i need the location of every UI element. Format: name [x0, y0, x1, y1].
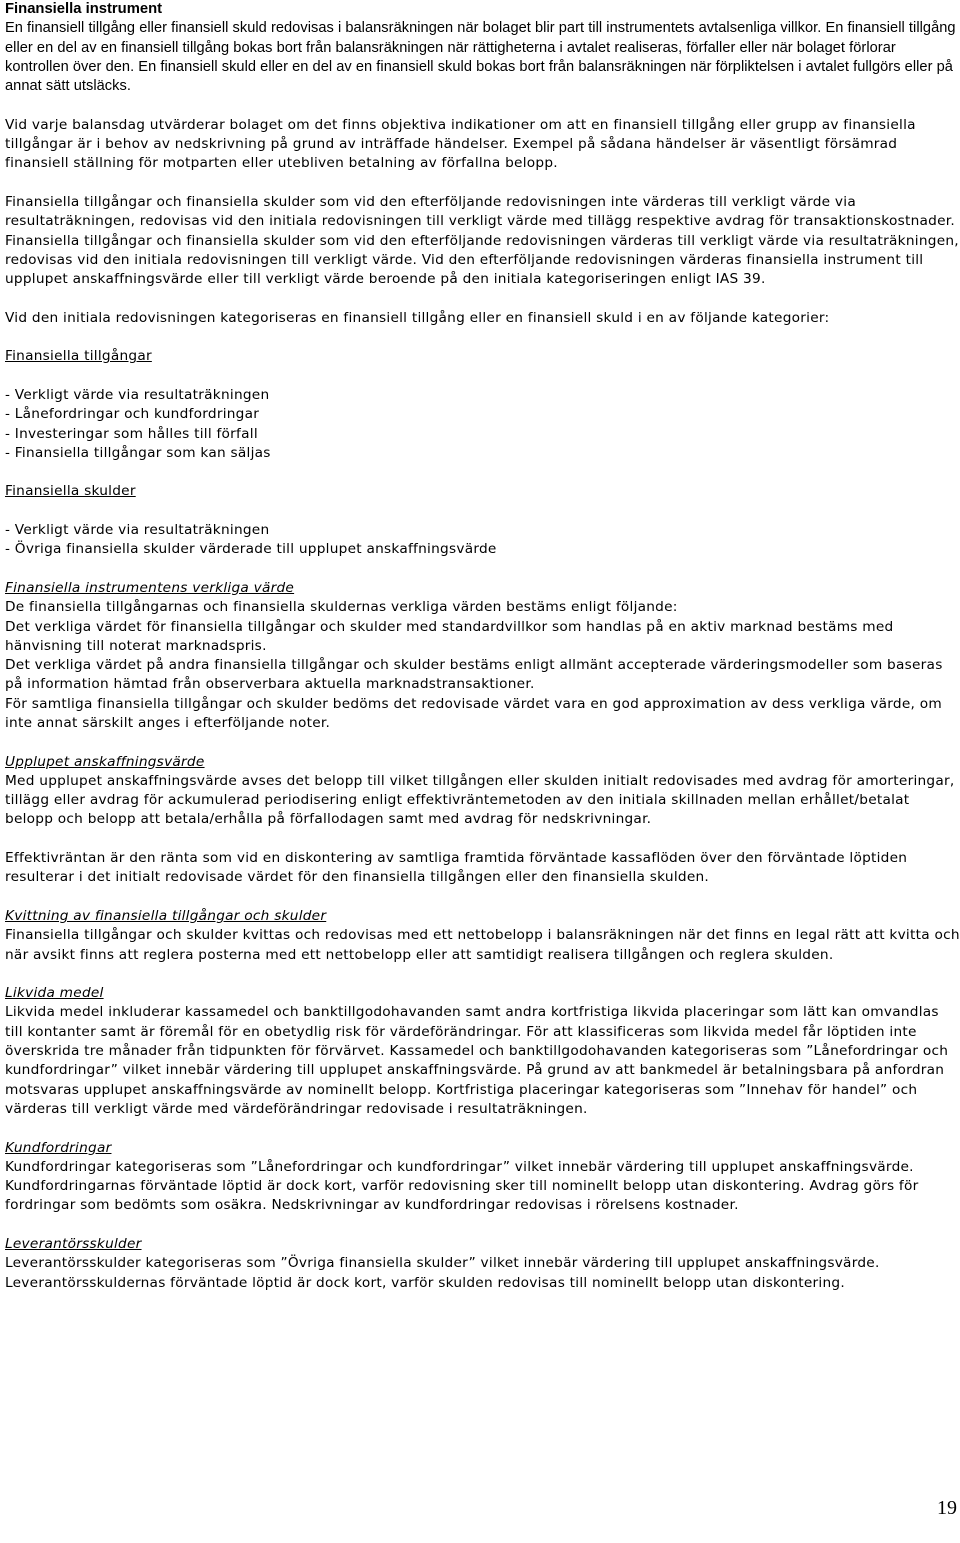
- assets-item: - Verkligt värde via resultaträkningen: [5, 386, 270, 403]
- assets-heading: Finansiella tillgångar: [5, 348, 152, 365]
- document-page: [5, 0, 960, 1293]
- fair-value-line: För samtliga finansiella tillgångar och skulder bedöms det redovisade värdet vara en god approximation av dess verkliga värde, om inte annat särskilt anges i efterföljande noter.: [5, 695, 942, 731]
- page-number: 19: [937, 1497, 957, 1519]
- fair-value-line: Det verkliga värdet för finansiella tillgångar och skulder med standardvillkor som handlas på en aktiv marknad bestäms med hänvisning till noterat marknadspris.: [5, 618, 894, 654]
- offsetting-paragraph: Finansiella tillgångar och skulder kvittas och redovisas med ett nettobelopp i balansräkningen när det finns en legal rätt att kvitta och när avsikt finns att reglera posterna med ett nettobelopp eller att samtidigt realisera tillgången och reglera skulden.: [5, 927, 960, 963]
- categories-intro-paragraph: Vid den initiala redovisningen kategoriseras en finansiell tillgång eller en finansiell skuld i en av följande kategorier:: [5, 309, 830, 326]
- liabilities-heading: Finansiella skulder: [5, 483, 136, 500]
- receivables-heading: Kundfordringar: [5, 1139, 112, 1156]
- cash-heading: Likvida medel: [5, 985, 104, 1002]
- offsetting-heading: Kvittning av finansiella tillgångar och skulder: [5, 907, 327, 924]
- intro-paragraph: En finansiell tillgång eller finansiell skuld redovisas i balansräkningen när bolaget blir part till instrumentets avtalsenliga villkor. En finansiell tillgång eller en del av en finansiell tillgång bokas bort från balansräkningen när rättigheterna i avtalet realiseras, förfaller eller när bolaget förlorar kontrollen över den. En finansiell skuld eller en del av en finansiell skuld bokas bort från balansräkningen när förpliktelsen i avtalet fullgörs eller på annat sätt utsläcks.: [5, 20, 956, 95]
- liabilities-item: - Verkligt värde via resultaträkningen: [5, 522, 270, 539]
- assets-item: - Lånefordringar och kundfordringar: [5, 406, 260, 423]
- fair-value-line: De finansiella tillgångarnas och finansiella skuldernas verkliga värden bestäms enligt följande:: [5, 599, 678, 616]
- amortized-cost-paragraph: Med upplupet anskaffningsvärde avses det belopp till vilket tillgången eller skulden initialt redovisades med avdrag för amorteringar, tillägg eller avdrag för ackumulerad periodisering enligt effektivräntemetoden av den initiala skillnaden mellan erhållet/betalat belopp och belopp att betala/erhålla på förfallodagen samt med avdrag för nedskrivningar.: [5, 772, 955, 828]
- effective-rate-paragraph: Effektivräntan är den ränta som vid en diskontering av samtliga framtida förväntade kassaflöden över den förväntade löptiden resulterar i det initialt redovisade värdet för den finansiella tillgången eller den finansiella skulden.: [5, 850, 908, 886]
- objective-indications-paragraph: Vid varje balansdag utvärderar bolaget om det finns objektiva indikationer om att en finansiell tillgång eller grupp av finansiella tillgångar är i behov av nedskrivning på grund av inträffade händelser. Exempel på sådana händelser är väsentligt försämrad finansiell ställning för motparten eller utebliven betalning av förfallna belopp.: [5, 116, 916, 172]
- initial-recognition-paragraph: Finansiella tillgångar och finansiella skulder som vid den efterföljande redovisningen inte värderas till verkligt värde via resultaträkningen, redovisas vid den initiala redovisningen till verkligt värde med tillägg respektive avdrag för transaktionskostnader. Finansiella tillgångar och finansiella skulder som vid den efterföljande redovisningen värderas till verkligt värde via resultaträkningen, redovisas vid den initiala redovisningen till verkligt värde. Vid den efterföljande redovisningen värderas finansiella instrument till upplupet anskaffningsvärde eller till verkligt värde beroende på den initiala kategoriseringen enligt IAS 39.: [5, 193, 959, 288]
- assets-item: - Finansiella tillgångar som kan säljas: [5, 444, 271, 461]
- payables-paragraph: Leverantörsskulder kategoriseras som ”Övriga finansiella skulder” vilket innebär värdering till upplupet anskaffningsvärde. Leverantörsskuldernas förväntade löptid är dock kort, varför skulden redovisas till nominellt belopp utan diskontering.: [5, 1255, 880, 1291]
- liabilities-item: - Övriga finansiella skulder värderade till upplupet anskaffningsvärde: [5, 541, 497, 558]
- cash-paragraph: Likvida medel inkluderar kassamedel och banktillgodohavanden samt andra kortfristiga likvida placeringar som lätt kan omvandlas till kontanter samt är föremål för en obetydlig risk för värdeförändringar. För att klassificeras som likvida medel får löptiden inte överskrida tre månader från tidpunkten för förvärvet. Kassamedel och banktillgodohavanden kategoriseras som ”Lånefordringar och kundfordringar” vilket innebär värdering till upplupet anskaffningsvärde. På grund av att bankmedel är betalningsbara på anfordran motsvaras upplupet anskaffningsvärde av nominellt belopp. Kortfristiga placeringar kategoriseras som ”Innehav för handel” och värderas till verkligt värde med värdeförändringar redovisade i resultaträkningen.: [5, 1004, 949, 1117]
- assets-item: - Investeringar som hålles till förfall: [5, 425, 258, 442]
- fair-value-heading: Finansiella instrumentens verkliga värde: [5, 579, 295, 596]
- receivables-paragraph: Kundfordringar kategoriseras som ”Lånefordringar och kundfordringar” vilket innebär värdering till upplupet anskaffningsvärde. Kundfordringarnas förväntade löptid är dock kort, varför redovisning sker till nominellt belopp utan diskontering. Avdrag görs för fordringar som bedömts som osäkra. Nedskrivningar av kundfordringar redovisas i rörelsens kostnader.: [5, 1158, 919, 1214]
- section-title: Finansiella instrument: [5, 1, 163, 17]
- amortized-cost-heading: Upplupet anskaffningsvärde: [5, 753, 205, 770]
- fair-value-line: Det verkliga värdet på andra finansiella tillgångar och skulder bestäms enligt allmänt accepterade värderingsmodeller som baseras på information hämtad från observerbara aktuella marknadstransaktioner.: [5, 657, 943, 693]
- payables-heading: Leverantörsskulder: [5, 1236, 142, 1252]
